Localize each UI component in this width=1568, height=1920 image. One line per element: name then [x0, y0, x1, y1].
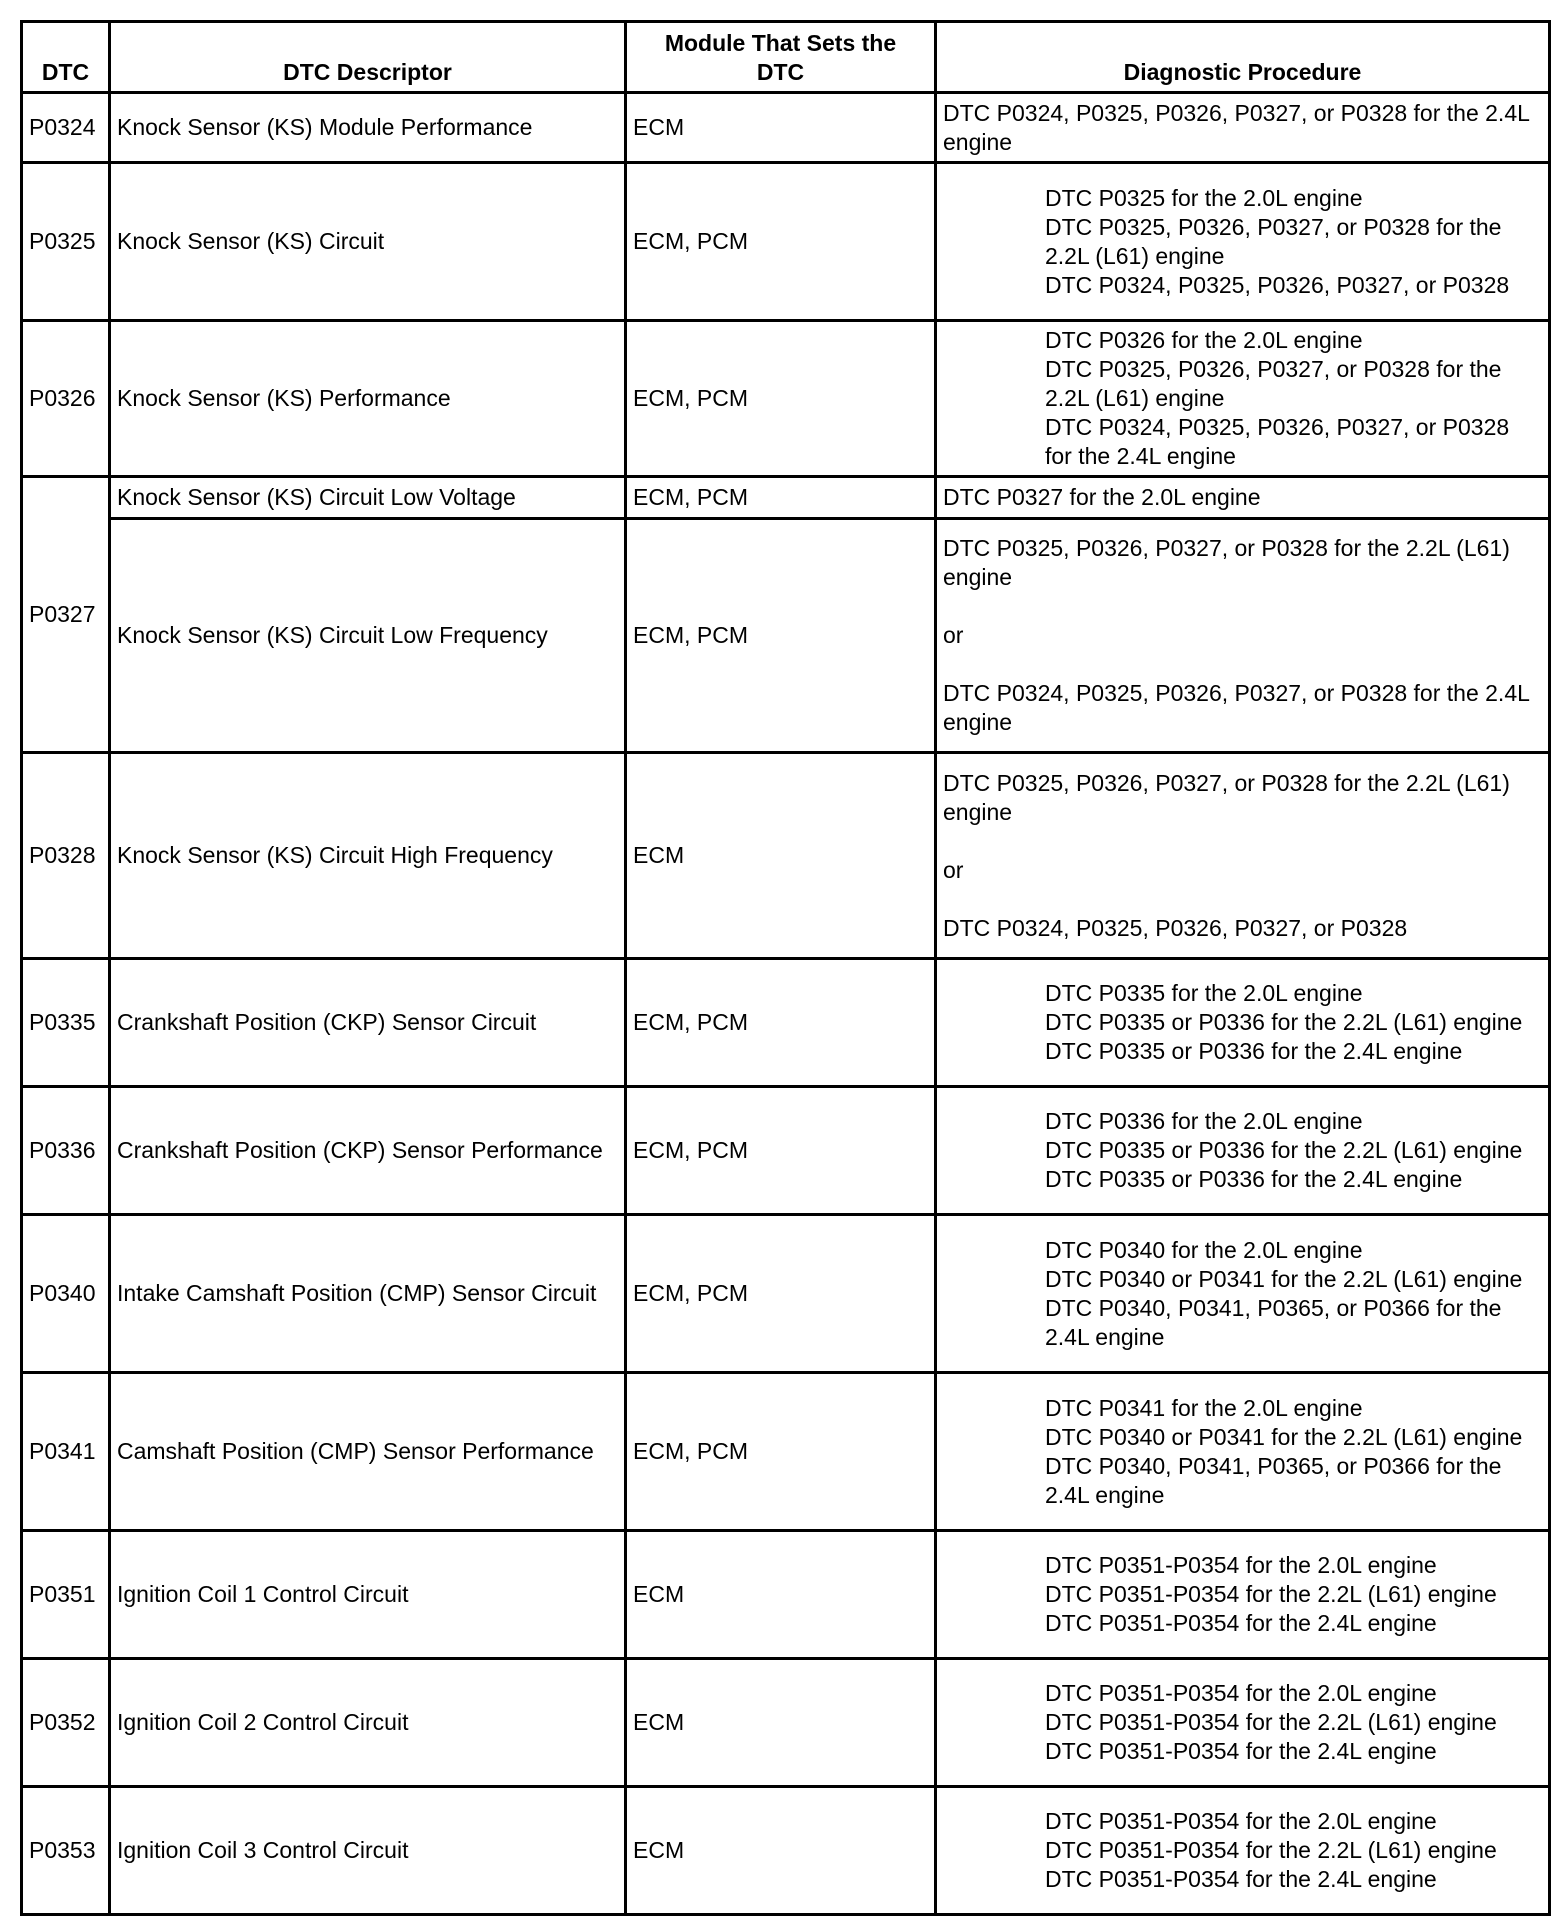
procedure-line: DTC P0340 or P0341 for the 2.2L (L61) engine [1045, 1265, 1523, 1292]
procedure-cell [936, 1215, 1550, 1373]
dtc-code: P0351 [22, 1531, 110, 1659]
header-descriptor: DTC Descriptor [110, 22, 626, 93]
table-row [22, 477, 1550, 519]
dtc-descriptor: Knock Sensor (KS) Circuit [110, 163, 626, 321]
dtc-code: P0325 [22, 163, 110, 321]
procedure-line: DTC P0351-P0354 for the 2.2L (L61) engine [1045, 1837, 1497, 1863]
dtc-code: P0327 [22, 477, 110, 753]
header-row [22, 22, 1550, 93]
module-cell: ECM, PCM [626, 321, 936, 477]
module-cell: ECM [626, 1659, 936, 1787]
procedure-line: DTC P0351-P0354 for the 2.0L engine [1045, 1552, 1437, 1578]
table-row [22, 959, 1550, 1087]
module-cell: ECM [626, 753, 936, 959]
procedure-line: DTC P0324, P0325, P0326, P0327, or P0328 for the 2.4L engine [943, 99, 1530, 155]
procedure-line: DTC P0351-P0354 for the 2.2L (L61) engine [1045, 1581, 1497, 1607]
procedure-line: DTC P0325, P0326, P0327, or P0328 for the 2.2L (L61) engine [943, 535, 1510, 590]
procedure-line: DTC P0324, P0325, P0326, P0327, or P0328 [1045, 271, 1510, 298]
dtc-table [20, 20, 1551, 1916]
procedure-line: DTC P0351-P0354 for the 2.4L engine [1045, 1610, 1437, 1636]
table-row [22, 1531, 1550, 1659]
table-row [22, 1659, 1550, 1787]
procedure-cell [936, 477, 1550, 519]
dtc-code: P0324 [22, 93, 110, 163]
procedure-line: DTC P0335 or P0336 for the 2.4L engine [1045, 1038, 1463, 1064]
procedure-line: DTC P0325, P0326, P0327, or P0328 for the 2.2L (L61) engine [1045, 356, 1502, 411]
procedure-line: DTC P0351-P0354 for the 2.4L engine [1045, 1738, 1437, 1764]
procedure-cell [936, 1659, 1550, 1787]
procedure-line: DTC P0335 or P0336 for the 2.2L (L61) engine [1045, 1137, 1523, 1163]
dtc-descriptor: Ignition Coil 1 Control Circuit [110, 1531, 626, 1659]
module-cell: ECM, PCM [626, 1087, 936, 1215]
module-cell: ECM, PCM [626, 959, 936, 1087]
module-cell: ECM [626, 93, 936, 163]
module-cell: ECM [626, 1787, 936, 1915]
procedure-line: DTC P0327 for the 2.0L engine [943, 484, 1261, 510]
header-module: Module That Sets the DTC [626, 22, 936, 93]
module-cell: ECM, PCM [626, 477, 936, 519]
procedure-cell [936, 321, 1550, 477]
dtc-descriptor: Knock Sensor (KS) Performance [110, 321, 626, 477]
dtc-descriptor: Ignition Coil 3 Control Circuit [110, 1787, 626, 1915]
procedure-line: DTC P0351-P0354 for the 2.0L engine [1045, 1680, 1437, 1706]
dtc-code: P0352 [22, 1659, 110, 1787]
procedure-line: DTC P0324, P0325, P0326, P0327, or P0328 for the 2.4L engine [1045, 414, 1510, 469]
table-row [22, 1787, 1550, 1915]
procedure-cell [936, 753, 1550, 959]
dtc-descriptor: Knock Sensor (KS) Circuit Low Frequency [110, 519, 626, 753]
header-procedure: Diagnostic Procedure [936, 22, 1550, 93]
procedure-line: DTC P0351-P0354 for the 2.0L engine [1045, 1808, 1437, 1834]
procedure-cell [936, 93, 1550, 163]
module-cell: ECM [626, 1531, 936, 1659]
procedure-line: DTC P0335 or P0336 for the 2.4L engine [1045, 1166, 1463, 1192]
procedure-line: DTC P0325 for the 2.0L engine [1045, 184, 1363, 211]
dtc-descriptor: Crankshaft Position (CKP) Sensor Performance [110, 1087, 626, 1215]
module-cell: ECM, PCM [626, 519, 936, 753]
procedure-cell [936, 163, 1550, 321]
table-row [22, 321, 1550, 477]
module-cell: ECM, PCM [626, 1215, 936, 1373]
header-dtc: DTC [22, 22, 110, 93]
procedure-line: DTC P0335 for the 2.0L engine [1045, 980, 1363, 1006]
procedure-cell [936, 1087, 1550, 1215]
table-row [22, 1087, 1550, 1215]
procedure-line: DTC P0324, P0325, P0326, P0327, or P0328 for the 2.4L engine [943, 680, 1530, 735]
dtc-code: P0353 [22, 1787, 110, 1915]
dtc-descriptor: Intake Camshaft Position (CMP) Sensor Circuit [110, 1215, 626, 1373]
table-row [22, 93, 1550, 163]
dtc-descriptor: Camshaft Position (CMP) Sensor Performance [110, 1373, 626, 1531]
procedure-cell [936, 519, 1550, 753]
procedure-cell [936, 959, 1550, 1087]
procedure-line: or [943, 856, 964, 883]
dtc-code: P0326 [22, 321, 110, 477]
dtc-descriptor: Ignition Coil 2 Control Circuit [110, 1659, 626, 1787]
procedure-line: DTC P0341 for the 2.0L engine [1045, 1394, 1363, 1421]
dtc-code: P0328 [22, 753, 110, 959]
dtc-descriptor: Knock Sensor (KS) Module Performance [110, 93, 626, 163]
dtc-code: P0336 [22, 1087, 110, 1215]
table-row [22, 1215, 1550, 1373]
dtc-code: P0335 [22, 959, 110, 1087]
procedure-line: DTC P0324, P0325, P0326, P0327, or P0328 [943, 914, 1408, 941]
procedure-line: DTC P0351-P0354 for the 2.2L (L61) engine [1045, 1709, 1497, 1735]
procedure-cell [936, 1373, 1550, 1531]
dtc-descriptor: Knock Sensor (KS) Circuit High Frequency [110, 753, 626, 959]
table-row [22, 519, 1550, 753]
dtc-code: P0341 [22, 1373, 110, 1531]
dtc-descriptor: Crankshaft Position (CKP) Sensor Circuit [110, 959, 626, 1087]
module-cell: ECM, PCM [626, 163, 936, 321]
procedure-line: DTC P0336 for the 2.0L engine [1045, 1108, 1363, 1134]
procedure-line: DTC P0335 or P0336 for the 2.2L (L61) engine [1045, 1009, 1523, 1035]
procedure-line: DTC P0325, P0326, P0327, or P0328 for the 2.2L (L61) engine [1045, 213, 1502, 269]
dtc-code: P0340 [22, 1215, 110, 1373]
procedure-line: DTC P0340, P0341, P0365, or P0366 for the 2.4L engine [1045, 1294, 1502, 1350]
table-row [22, 1373, 1550, 1531]
dtc-descriptor: Knock Sensor (KS) Circuit Low Voltage [110, 477, 626, 519]
procedure-line: DTC P0325, P0326, P0327, or P0328 for the 2.2L (L61) engine [943, 769, 1510, 825]
module-cell: ECM, PCM [626, 1373, 936, 1531]
procedure-line: DTC P0340, P0341, P0365, or P0366 for the 2.4L engine [1045, 1452, 1502, 1508]
procedure-cell [936, 1787, 1550, 1915]
table-row [22, 163, 1550, 321]
procedure-line: DTC P0340 or P0341 for the 2.2L (L61) engine [1045, 1423, 1523, 1450]
table-row [22, 753, 1550, 959]
procedure-line: or [943, 622, 964, 648]
procedure-line: DTC P0326 for the 2.0L engine [1045, 327, 1363, 353]
procedure-line: DTC P0340 for the 2.0L engine [1045, 1236, 1363, 1263]
procedure-line: DTC P0351-P0354 for the 2.4L engine [1045, 1866, 1437, 1892]
procedure-cell [936, 1531, 1550, 1659]
